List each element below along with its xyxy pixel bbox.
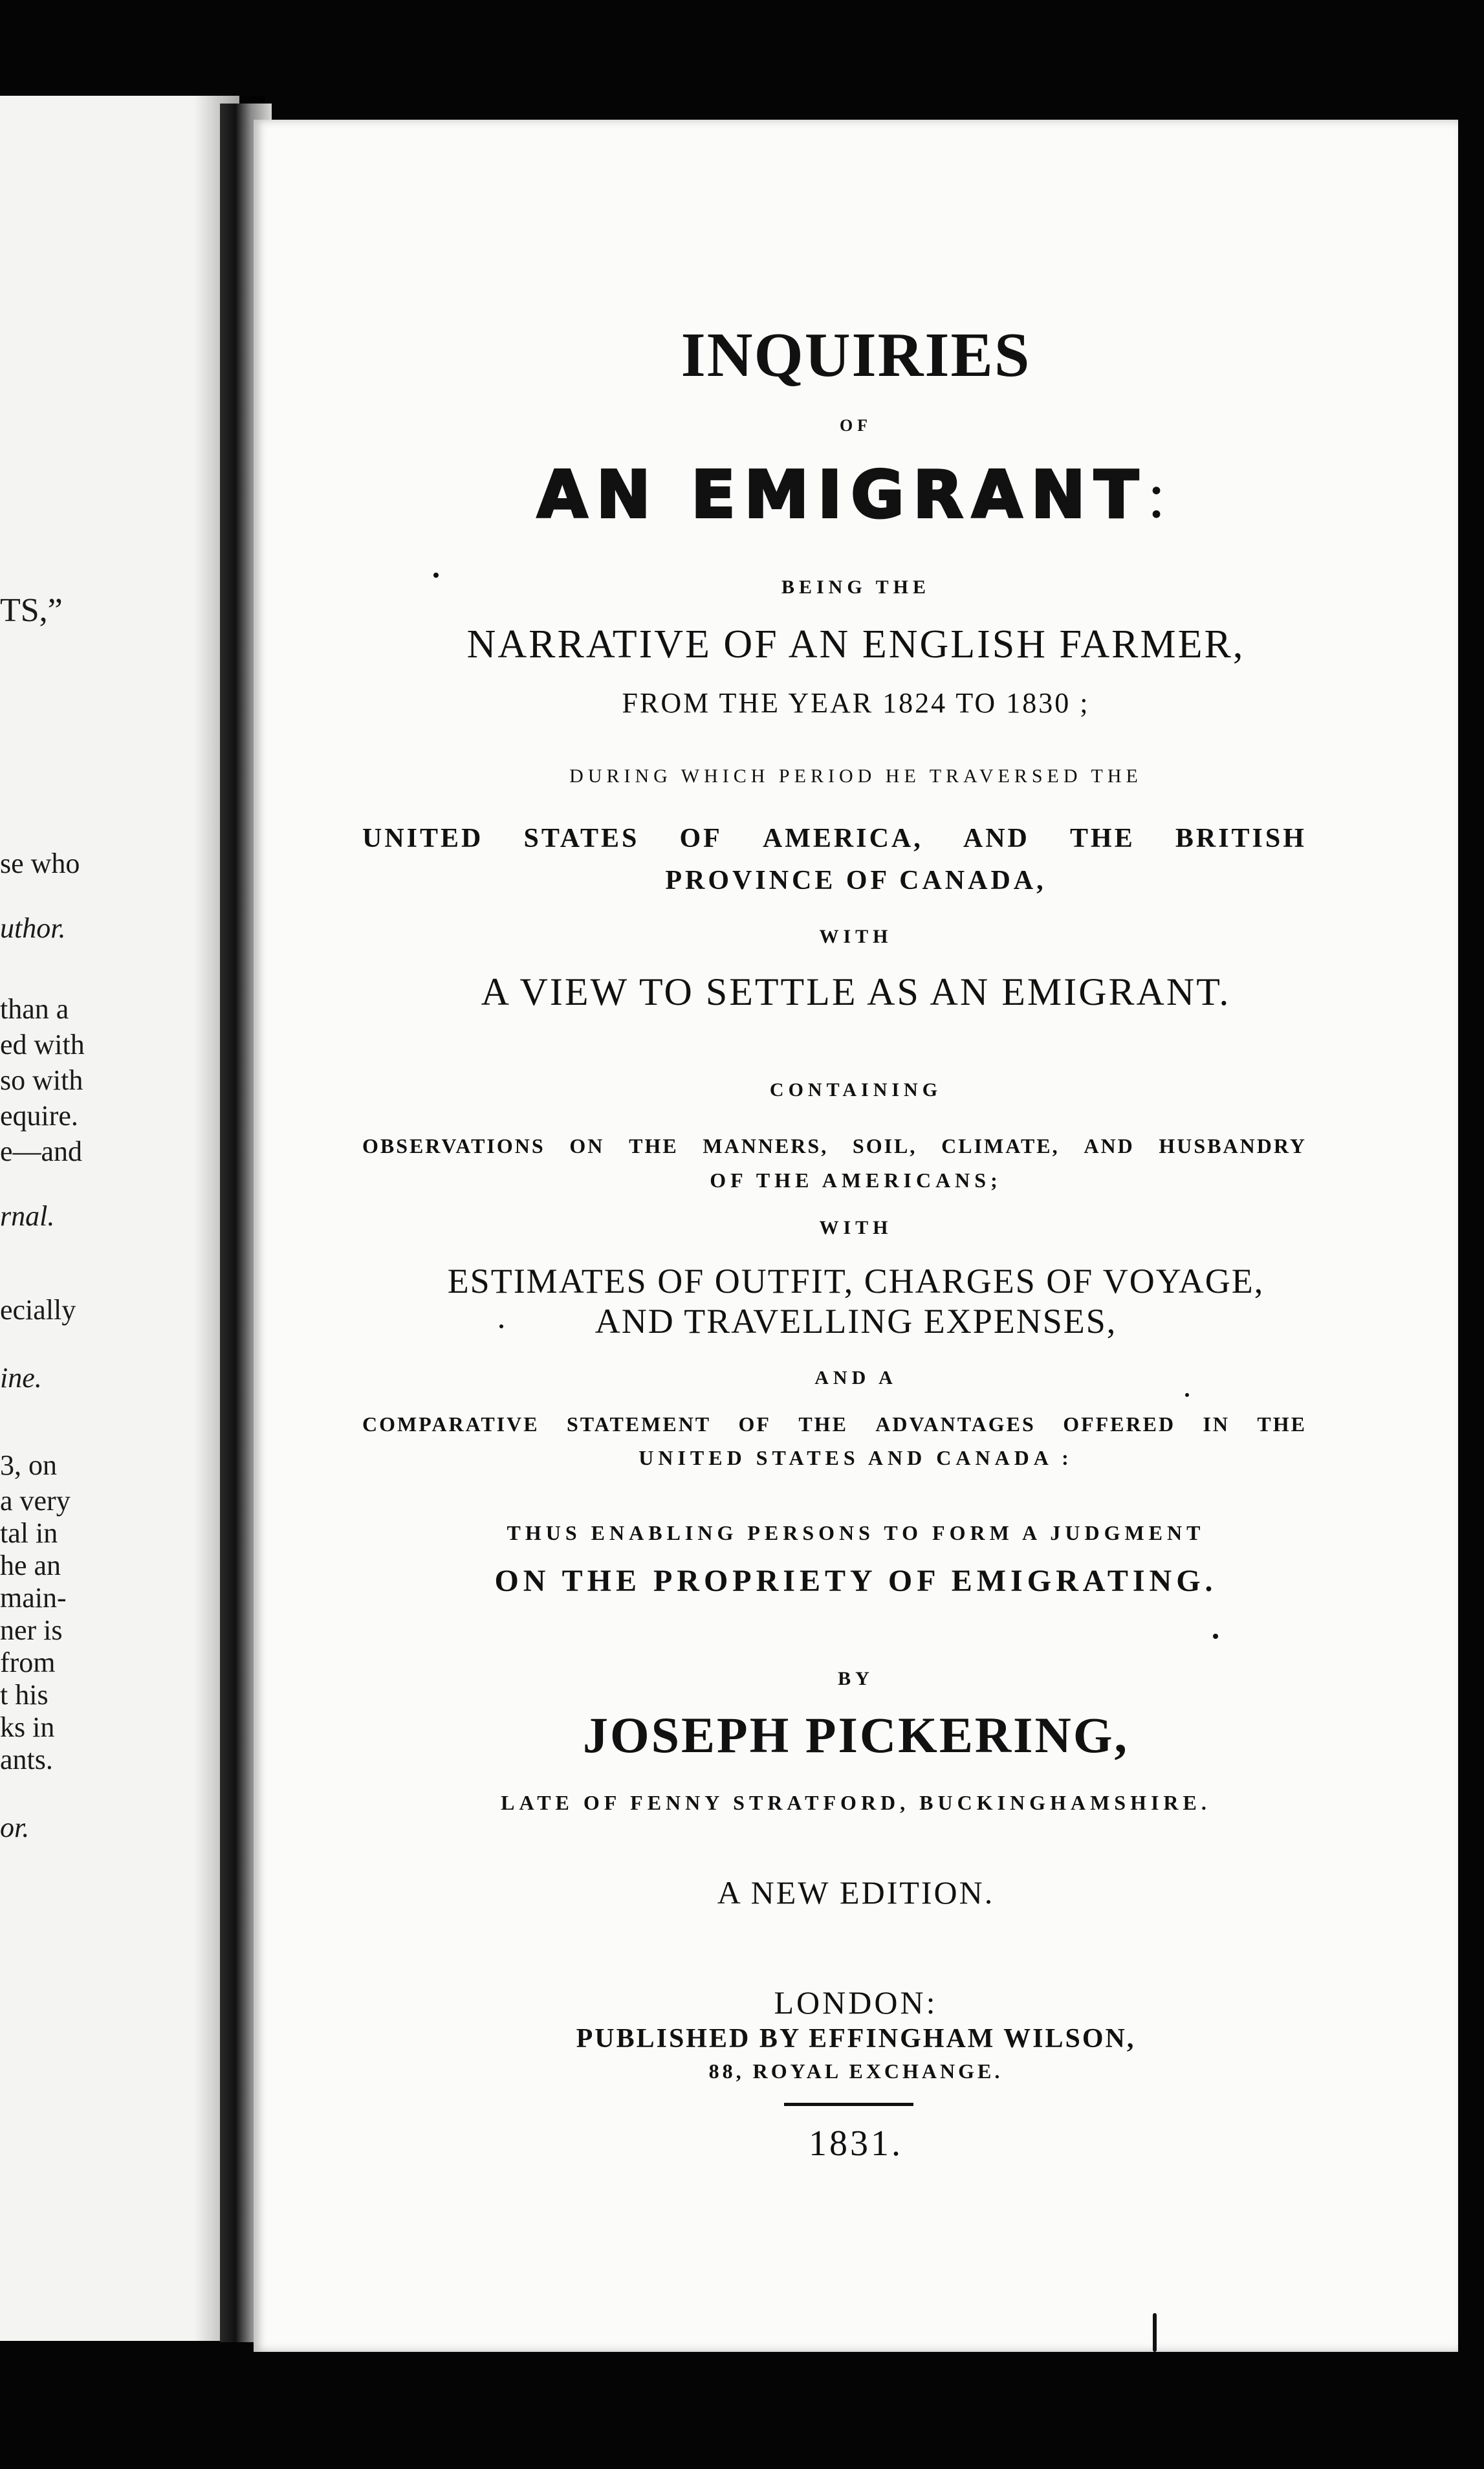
ink-speck [1213,1634,1218,1639]
left-line: TS,” [0,592,63,629]
left-line: e—and [0,1136,83,1167]
word: OFFERED [1063,1412,1176,1436]
americans-line: OF THE AMERICANS; [710,1169,1002,1192]
word: ADVANTAGES [875,1412,1036,1436]
ink-speck [1185,1393,1189,1397]
divider-rule [784,2103,913,2106]
left-line: so with [0,1064,83,1096]
view-line: A VIEW TO SETTLE AS AN EMIGRANT. [481,971,1231,1013]
left-line: tal in [0,1517,58,1549]
thus-line: THUS ENABLING PERSONS TO FORM A JUDGMENT [507,1521,1205,1544]
word: AND [963,824,1030,853]
propriety-line: ON THE PROPRIETY OF EMIGRATING. [494,1564,1217,1598]
province-line: PROVINCE OF CANADA, [665,866,1047,895]
observations-line [362,1136,1307,1156]
and-a: AND A [814,1367,897,1388]
estimates-line: ESTIMATES OF OUTFIT, CHARGES OF VOYAGE, [447,1262,1265,1300]
containing: CONTAINING [769,1079,943,1101]
ink-speck [1153,2313,1157,2352]
book-subject [254,457,1458,532]
us-canada-line: UNITED STATES AND CANADA : [638,1446,1073,1469]
left-line: or. [0,1812,30,1843]
left-line: ks in [0,1711,55,1743]
ink-speck [499,1324,503,1328]
united-states-line [362,825,1307,852]
publication-year: 1831. [809,2123,903,2164]
word: ON [569,1134,605,1158]
word: COMPARATIVE [362,1412,540,1436]
word: MANNERS, [703,1134,829,1158]
word: OF [679,824,723,853]
word: BRITISH [1175,824,1307,853]
left-line: ants. [0,1744,53,1775]
left-line: se who [0,848,80,879]
word: THE [1257,1412,1307,1436]
word: AMERICA, [762,824,923,853]
left-line: equire. [0,1100,78,1132]
word: AND [1084,1134,1135,1158]
word: THE [629,1134,679,1158]
book-title: INQUIRIES [681,320,1031,390]
during-line: DURING WHICH PERIOD HE TRAVERSED THE [569,765,1142,787]
word: IN [1203,1412,1230,1436]
left-line: main- [0,1582,67,1614]
author-place: LATE OF FENNY STRATFORD, BUCKINGHAMSHIRE. [501,1791,1211,1814]
left-line: he an [0,1550,61,1581]
years-line: FROM THE YEAR 1824 TO 1830 ; [622,687,1090,719]
narrative-line: NARRATIVE OF AN ENGLISH FARMER, [466,622,1245,666]
left-line: 3, on [0,1449,57,1481]
city-line: LONDON: [774,1984,938,2021]
edition-line: A NEW EDITION. [717,1874,995,1911]
author-name: JOSEPH PICKERING, [582,1707,1129,1763]
travelling-line: AND TRAVELLING EXPENSES, [595,1302,1117,1341]
left-line: uthor. [0,912,66,944]
word: THE [1070,824,1135,853]
left-line: ecially [0,1294,76,1326]
left-line: from [0,1647,56,1678]
word: STATEMENT [566,1412,712,1436]
left-line: ed with [0,1029,85,1060]
word: CLIMATE, [941,1134,1060,1158]
publisher-line: PUBLISHED BY EFFINGHAM WILSON, [576,2024,1136,2054]
left-line: rnal. [0,1200,55,1232]
word: STATES [523,824,640,853]
by-line: BY [838,1668,874,1689]
left-line: a very [0,1485,71,1517]
title-page [254,120,1458,2352]
left-line: ner is [0,1614,63,1646]
word: OBSERVATIONS [362,1134,545,1158]
word: UNITED [362,824,484,853]
connector-of: OF [839,416,873,435]
with-2: WITH [819,1217,893,1238]
with-1: WITH [819,926,893,947]
word: THE [798,1412,848,1436]
address-line: 88, ROYAL EXCHANGE. [708,2059,1003,2083]
ink-speck [433,573,439,578]
word: SOIL, [852,1134,917,1158]
subject-colon: : [1147,459,1175,531]
left-line: than a [0,993,69,1025]
being-the: BEING THE [781,576,930,598]
word: OF [738,1412,771,1436]
subject-text: AN EMIGRANT [537,457,1148,532]
comparative-line [362,1414,1307,1434]
left-line: t his [0,1679,49,1711]
word: HUSBANDRY [1159,1134,1307,1158]
left-line: ine. [0,1362,42,1394]
